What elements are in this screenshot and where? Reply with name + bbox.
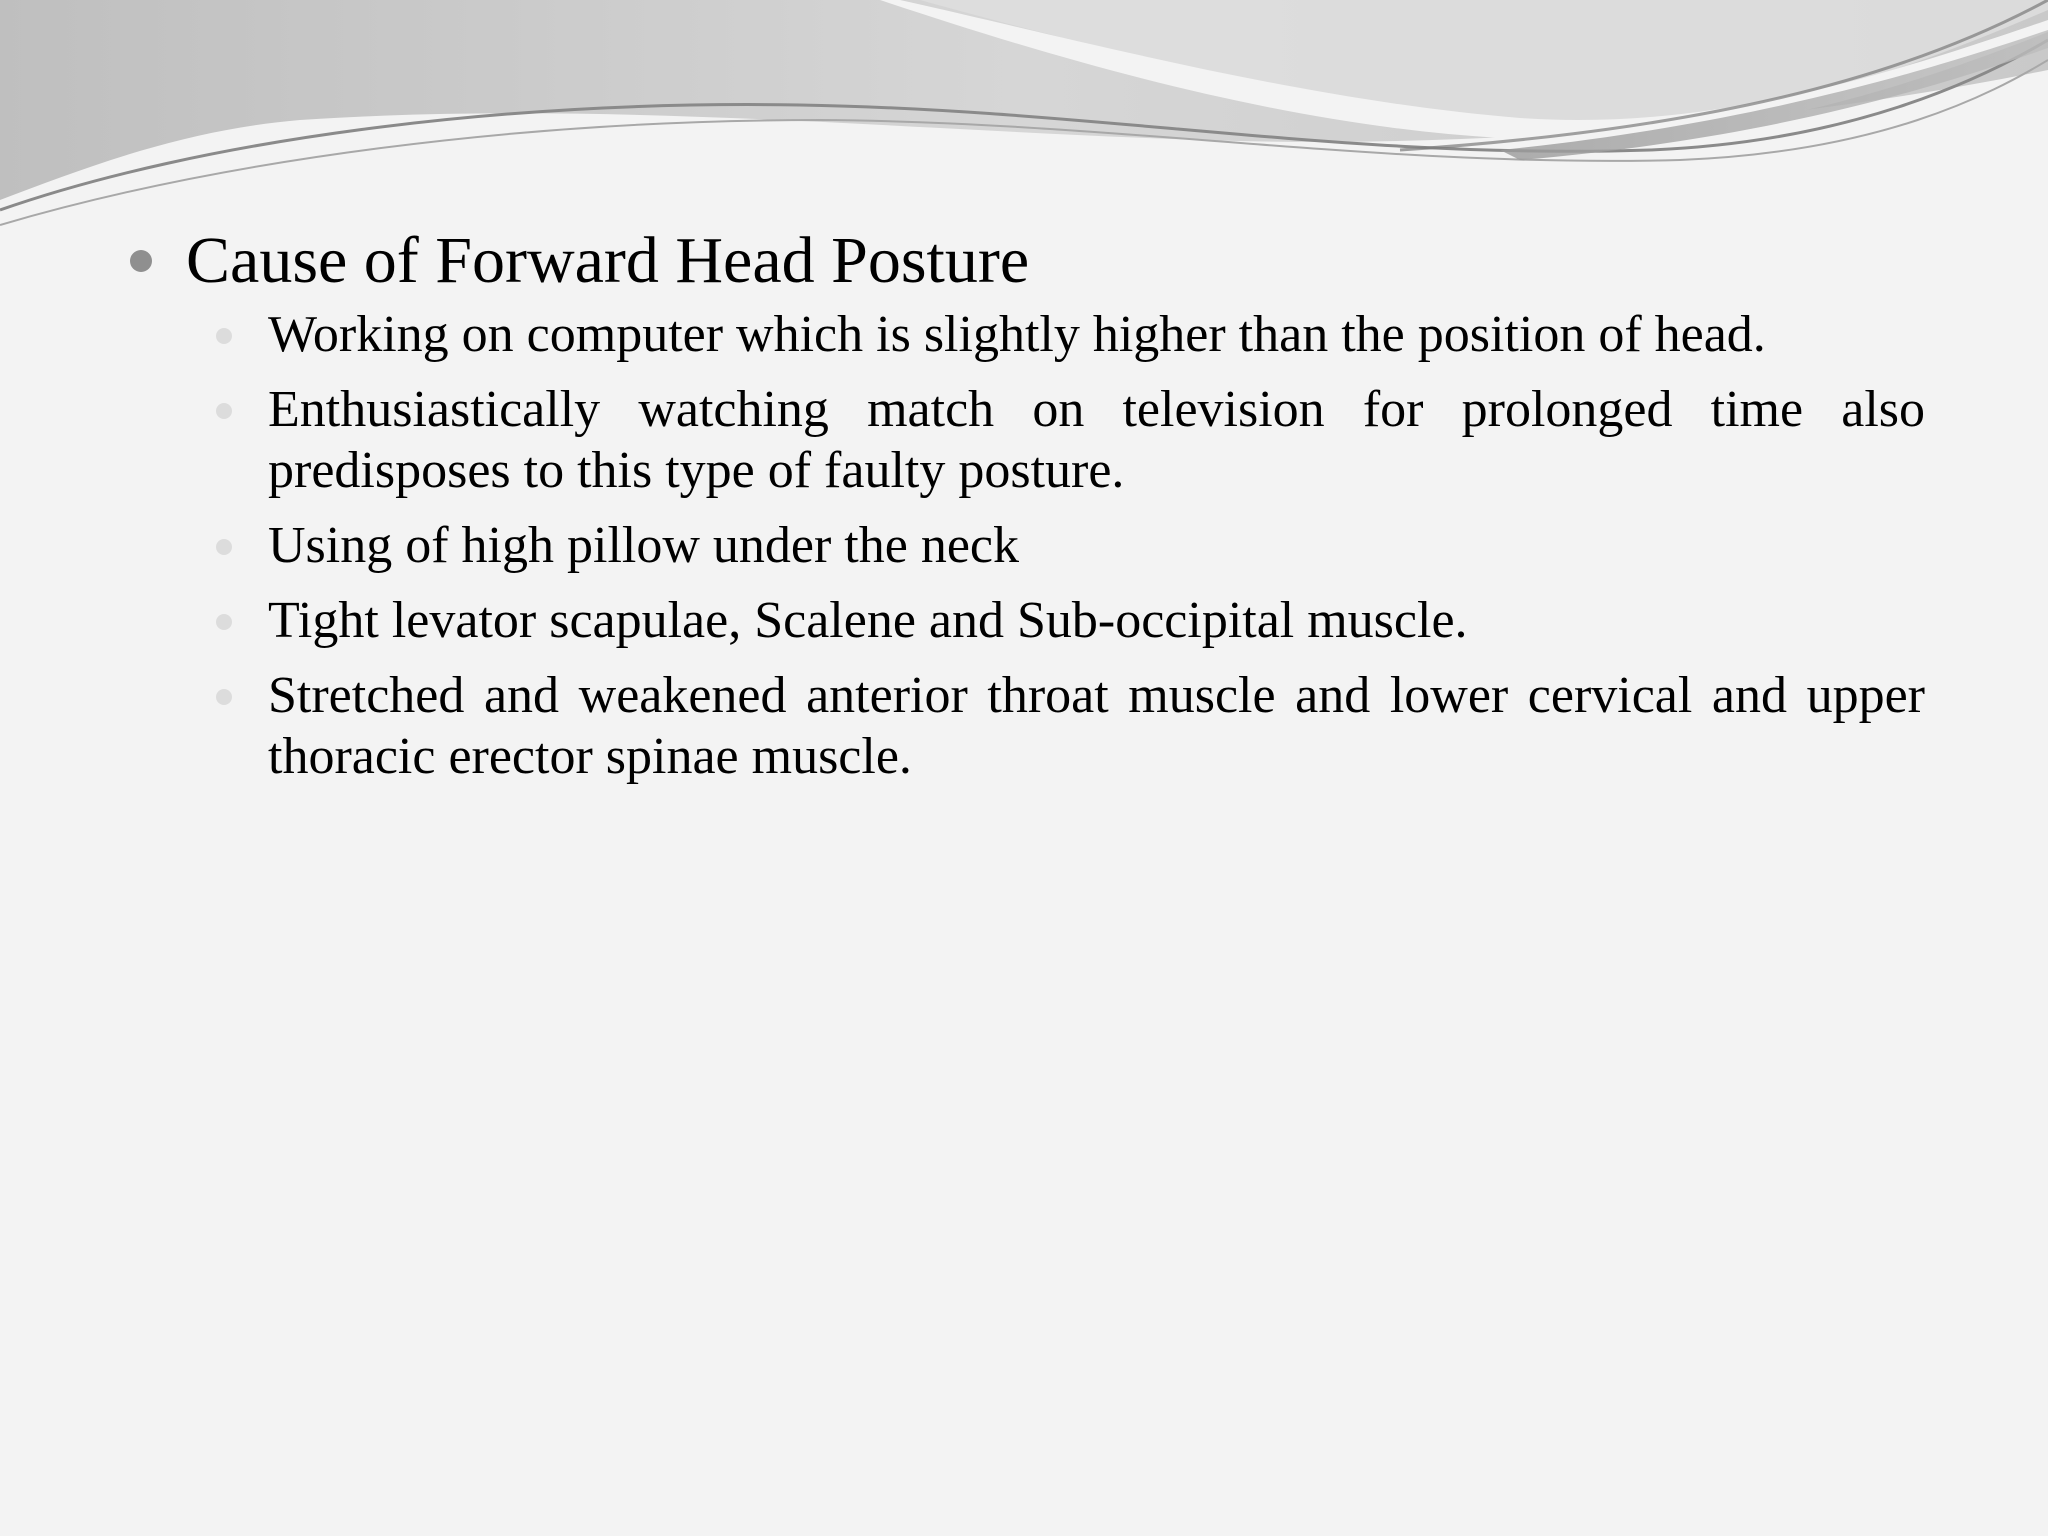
list-item [268,304,1925,365]
slide-content [130,222,1925,801]
list-item [268,665,1925,787]
sub-bullet-dot-icon [216,689,232,705]
list-item-text: Stretched and weakened anterior throat muscle and lower cervical and upper thoracic erector spinae muscle. [268,667,1925,785]
sub-bullet-dot-icon [216,403,232,419]
slide-heading: Cause of Forward Head Posture [186,224,1030,297]
cause-list [130,304,1925,787]
list-item-text: Tight levator scapulae, Scalene and Sub-occipital muscle. [268,592,1468,649]
list-item [268,379,1925,501]
list-item-text: Enthusiastically watching match on television for prolonged time also predisposes to this type of faulty posture. [268,381,1925,499]
main-bullet-item [130,222,1925,300]
list-item [268,515,1925,576]
sub-bullet-dot-icon [216,539,232,555]
sub-bullet-dot-icon [216,328,232,344]
header-wave-decoration [0,0,2048,240]
list-item-text: Working on computer which is slightly higher than the position of head. [268,306,1766,363]
bullet-dot-icon [130,250,152,272]
list-item-text: Using of high pillow under the neck [268,517,1019,574]
list-item [268,590,1925,651]
sub-bullet-dot-icon [216,614,232,630]
